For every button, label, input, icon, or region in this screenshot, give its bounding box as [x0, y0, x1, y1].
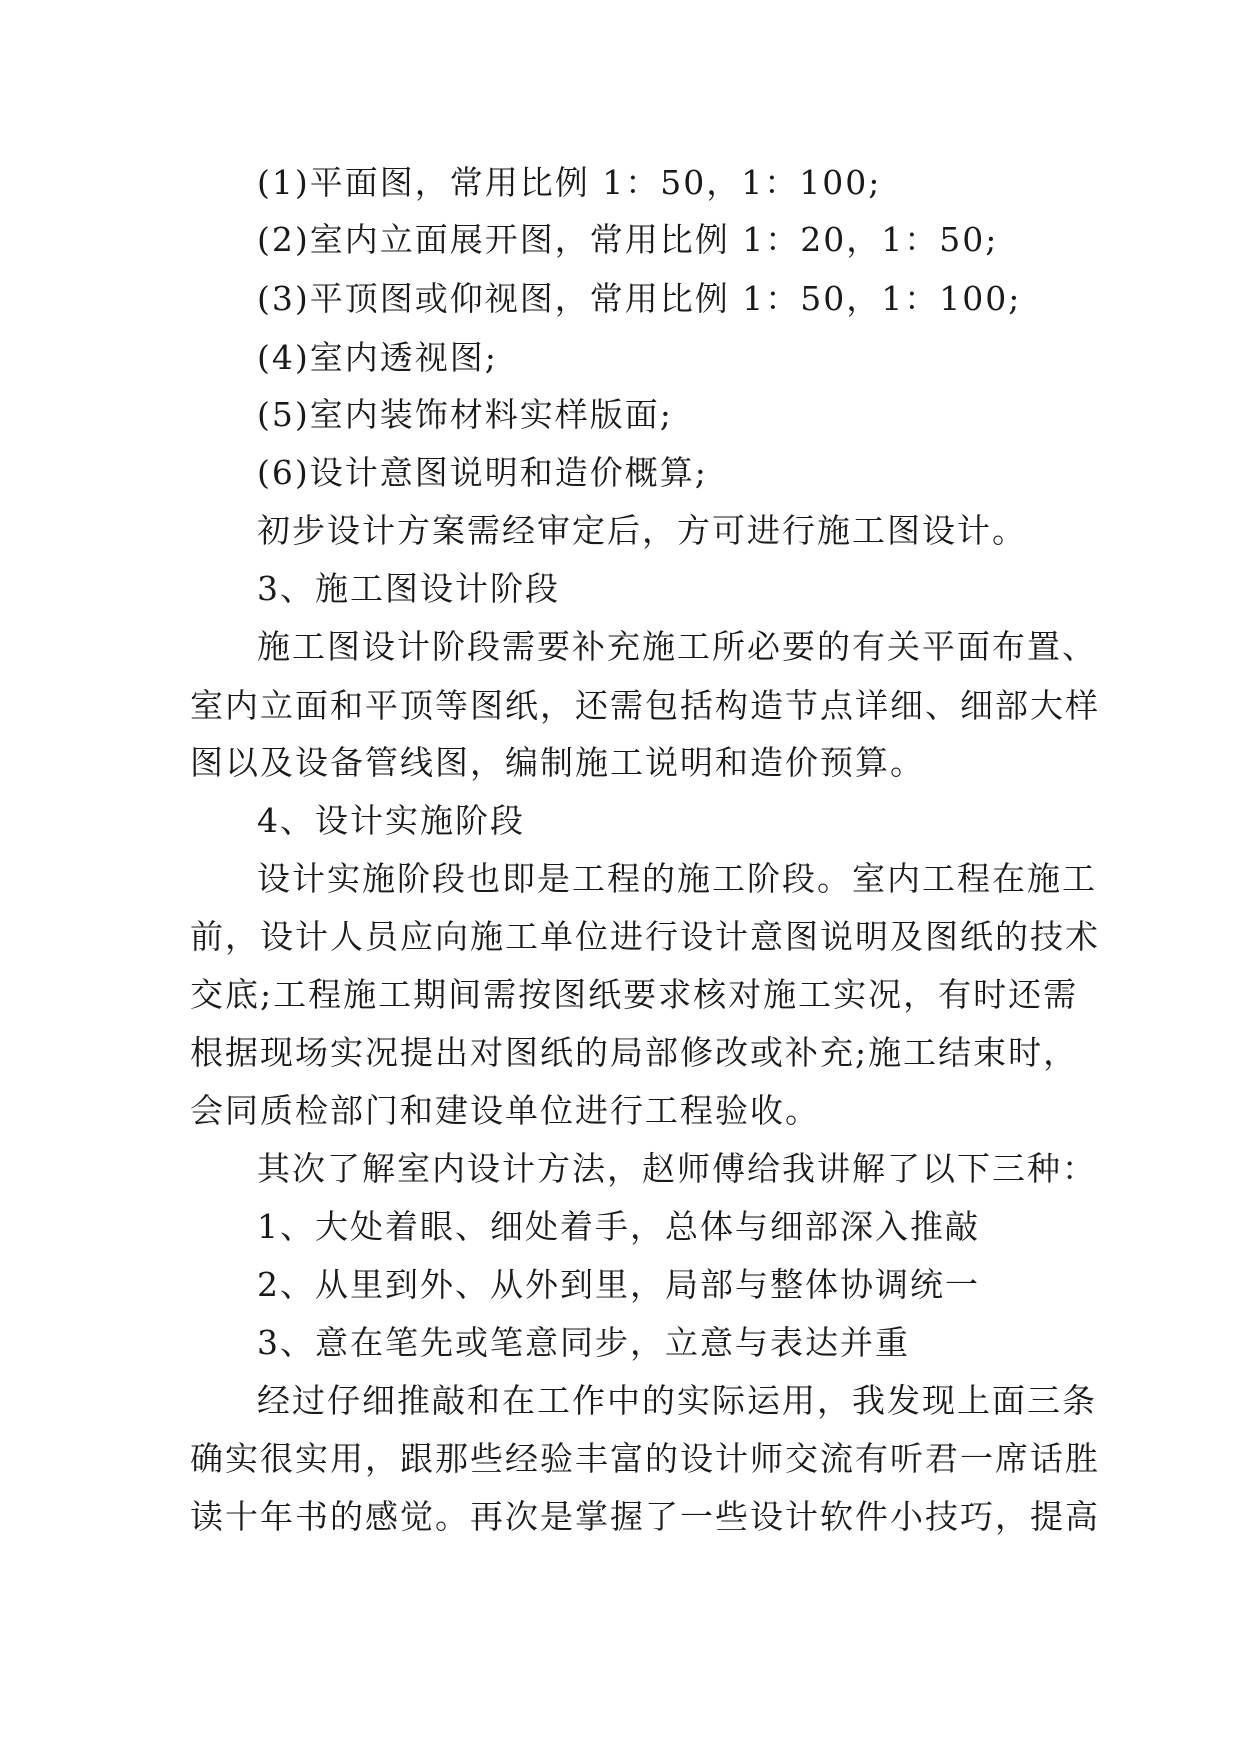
text-line: 交底;工程施工期间需按图纸要求核对施工实况，有时还需 [190, 975, 1079, 1014]
text-line: (5)室内装饰材料实样版面; [257, 395, 673, 434]
text-line: 图以及设备管线图，编制施工说明和造价预算。 [190, 743, 925, 782]
text-line: 室内立面和平顶等图纸，还需包括构造节点详细、细部大样 [190, 686, 1100, 725]
text-line: (4)室内透视图; [257, 338, 498, 377]
section-heading: 4、设计实施阶段 [257, 801, 525, 840]
text-line: 设计实施阶段也即是工程的施工阶段。室内工程在施工 [257, 859, 1097, 898]
text-line: (3)平顶图或仰视图，常用比例 1：50，1：100; [257, 279, 1022, 318]
text-line: (2)室内立面展开图，常用比例 1：20，1：50; [257, 220, 999, 259]
list-item: 2、从里到外、从外到里，局部与整体协调统一 [257, 1265, 980, 1304]
text-line: (1)平面图，常用比例 1：50，1：100; [257, 163, 882, 202]
list-item: 1、大处着眼、细处着手，总体与细部深入推敲 [257, 1207, 980, 1246]
text-line: 前，设计人员应向施工单位进行设计意图说明及图纸的技术 [190, 917, 1100, 956]
text-line: 其次了解室内设计方法，赵师傅给我讲解了以下三种： [257, 1149, 1097, 1188]
list-item: 3、意在笔先或笔意同步，立意与表达并重 [257, 1323, 910, 1362]
text-line: 确实很实用，跟那些经验丰富的设计师交流有听君一席话胜 [190, 1439, 1100, 1478]
text-line: 会同质检部门和建设单位进行工程验收。 [190, 1091, 820, 1130]
text-line: 经过仔细推敲和在工作中的实际运用，我发现上面三条 [257, 1381, 1097, 1420]
text-line: 读十年书的感觉。再次是掌握了一些设计软件小技巧，提高 [190, 1497, 1100, 1536]
text-line: (6)设计意图说明和造价概算; [257, 453, 708, 492]
text-line: 根据现场实况提出对图纸的局部修改或补充;施工结束时， [190, 1033, 1079, 1072]
text-line: 施工图设计阶段需要补充施工所必要的有关平面布置、 [257, 627, 1097, 666]
text-line: 初步设计方案需经审定后，方可进行施工图设计。 [257, 511, 1027, 550]
section-heading: 3、施工图设计阶段 [257, 569, 560, 608]
